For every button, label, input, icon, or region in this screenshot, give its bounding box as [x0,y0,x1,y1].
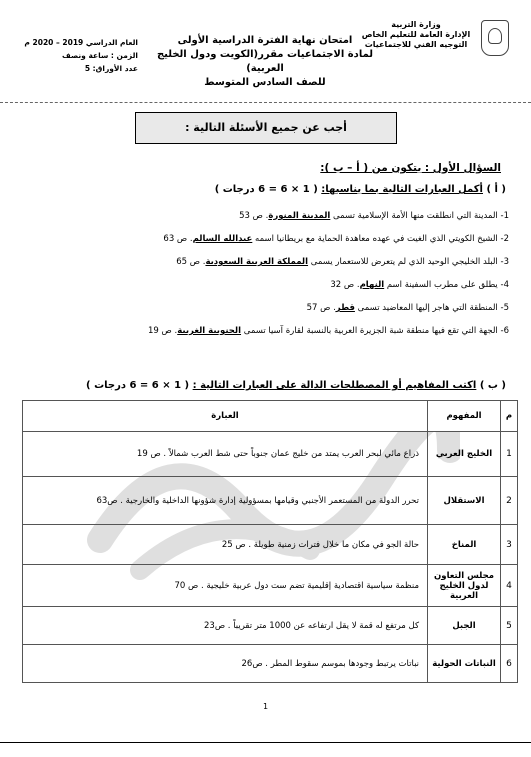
question-3: 3- البلد الخليجي الوحيد الذي لم يتعرض للاستعمار يسمى المملكة العربية السعودية. ص 65 [176,257,509,267]
question-1: 1- المدينة التي انطلقت منها الأمة الإسلامية تسمى المدينة المنورة. ص 53 [239,211,509,221]
term-cell: مجلس التعاون لدول الخليج العربية [428,565,501,607]
definition-cell: ذراع مائي لبحر العرب يمتد من خليج عمان جنوباً حتى شط العرب شمالاً . ص 19 [23,432,428,477]
ministry-emblem-icon [481,20,509,56]
answer-5: قطر [335,303,355,313]
term-cell: الخليج العربي [428,432,501,477]
question-6: 6- الجهة التي تقع فيها منطقة شبة الجزيرة العربية بالنسبة لقارة آسيا تسمى الجنوبية الغربية. ص 19 [148,326,509,336]
part-b-marks: ( 1 × 6 = 6 درجات ) [86,380,190,391]
part-b-heading: اكتب المفاهيم أو المصطلحات الدالة على العبارات التالية : [192,380,477,391]
question-4: 4- يطلق على مطرب السفينة اسم النهام. ص 32 [330,280,509,290]
part-a-title [215,184,506,195]
header-num: م [501,401,518,432]
exam-grade: للصف السادس المتوسط [204,77,326,88]
question-2: 2- الشيخ الكويتي الذي الغيت في عهده معاهدة الحماية مع بريطانيا اسمه عبدالله السالم. ص 63 [163,234,509,244]
concepts-table [22,400,518,683]
part-b-label: ( ب ) [479,380,506,391]
answer-6: الجنوبية الغربية [177,326,242,336]
header-term: المفهوم [428,401,501,432]
guidance-name: التوجيه الفني للاجتماعيات [364,40,468,49]
definition-cell: نباتات يرتبط وجودها بموسم سقوط المطر . ص26 [23,645,428,683]
instruction-box: أجب عن جميع الأسئلة التالية : [135,112,397,144]
table-row: 3 المناخ حالة الجو في مكان ما خلال فترات زمنية طويلة . ص 25 [23,525,518,565]
table-row: 6 النباتات الحولية نباتات يرتبط وجودها بموسم سقوط المطر . ص26 [23,645,518,683]
table-row: 2 الاستقلال تحرر الدولة من المستعمر الأجنبي وقيامها بمسؤولية إدارة شؤونها الداخلية والخارجية . ص63 [23,477,518,525]
answer-4: النهام [359,280,385,290]
exam-title: امتحان نهاية الفترة الدراسية الأولى [177,35,353,46]
header-def: العبارة [23,401,428,432]
table-row: 1 الخليج العربي ذراع مائي لبحر العرب يمتد من خليج عمان جنوباً حتى شط العرب شمالاً . ص 19 [23,432,518,477]
part-a-heading: أكمل العبارات التالية بما يناسبها: [321,184,483,195]
table-row: 5 الجبل كل مرتفع له قمة لا يقل ارتفاعه عن 1000 متر تقريباً . ص23 [23,607,518,645]
term-cell: الاستقلال [428,477,501,525]
footer-divider [0,742,531,743]
part-b-title [86,380,506,391]
definition-cell: حالة الجو في مكان ما خلال فترات زمنية طويلة . ص 25 [23,525,428,565]
table-row: 4 مجلس التعاون لدول الخليج العربية منظمة سياسية اقتصادية إقليمية تضم ست دول عربية خليجية . ص 70 [23,565,518,607]
answer-2: عبدالله السالم [192,234,253,244]
header-divider [0,102,531,103]
term-cell: المناخ [428,525,501,565]
part-a-label: ( أ ) [486,184,506,195]
answer-1: المدينة المنورة [268,211,331,221]
page-count: عدد الأوراق: 5 [84,64,138,73]
definition-cell: تحرر الدولة من المستعمر الأجنبي وقيامها بمسؤولية إدارة شؤونها الداخلية والخارجية . ص63 [23,477,428,525]
exam-subject: لمادة الاجتماعيات مقرر(الكويت ودول الخليج العربية) [156,49,374,74]
answer-3: المملكة العربية السعودية [205,257,309,267]
exam-time: الزمن : ساعة ونصف [62,51,138,60]
question-5: 5- المنطقة التي هاجر إليها المعاضيد تسمى قطر. ص 57 [306,303,509,313]
school-year: العام الدراسي 2019 – 2020 م [24,38,138,47]
department-name: الإدارة العامة للتعليم الخاص [361,30,471,39]
header-center [140,34,390,90]
part-a-marks: ( 1 × 6 = 6 درجات ) [214,184,318,195]
section-1-title: السؤال الأول : يتكون من ( أ – ب ): [320,162,501,174]
term-cell: النباتات الحولية [428,645,501,683]
table-header-row [23,401,518,432]
definition-cell: منظمة سياسية اقتصادية إقليمية تضم ست دول عربية خليجية . ص 70 [23,565,428,607]
header-left [18,36,138,75]
term-cell: الجبل [428,607,501,645]
ministry-name: وزارة التربية [391,20,441,29]
page-number: 1 [262,702,269,711]
definition-cell: كل مرتفع له قمة لا يقل ارتفاعه عن 1000 متر تقريباً . ص23 [23,607,428,645]
